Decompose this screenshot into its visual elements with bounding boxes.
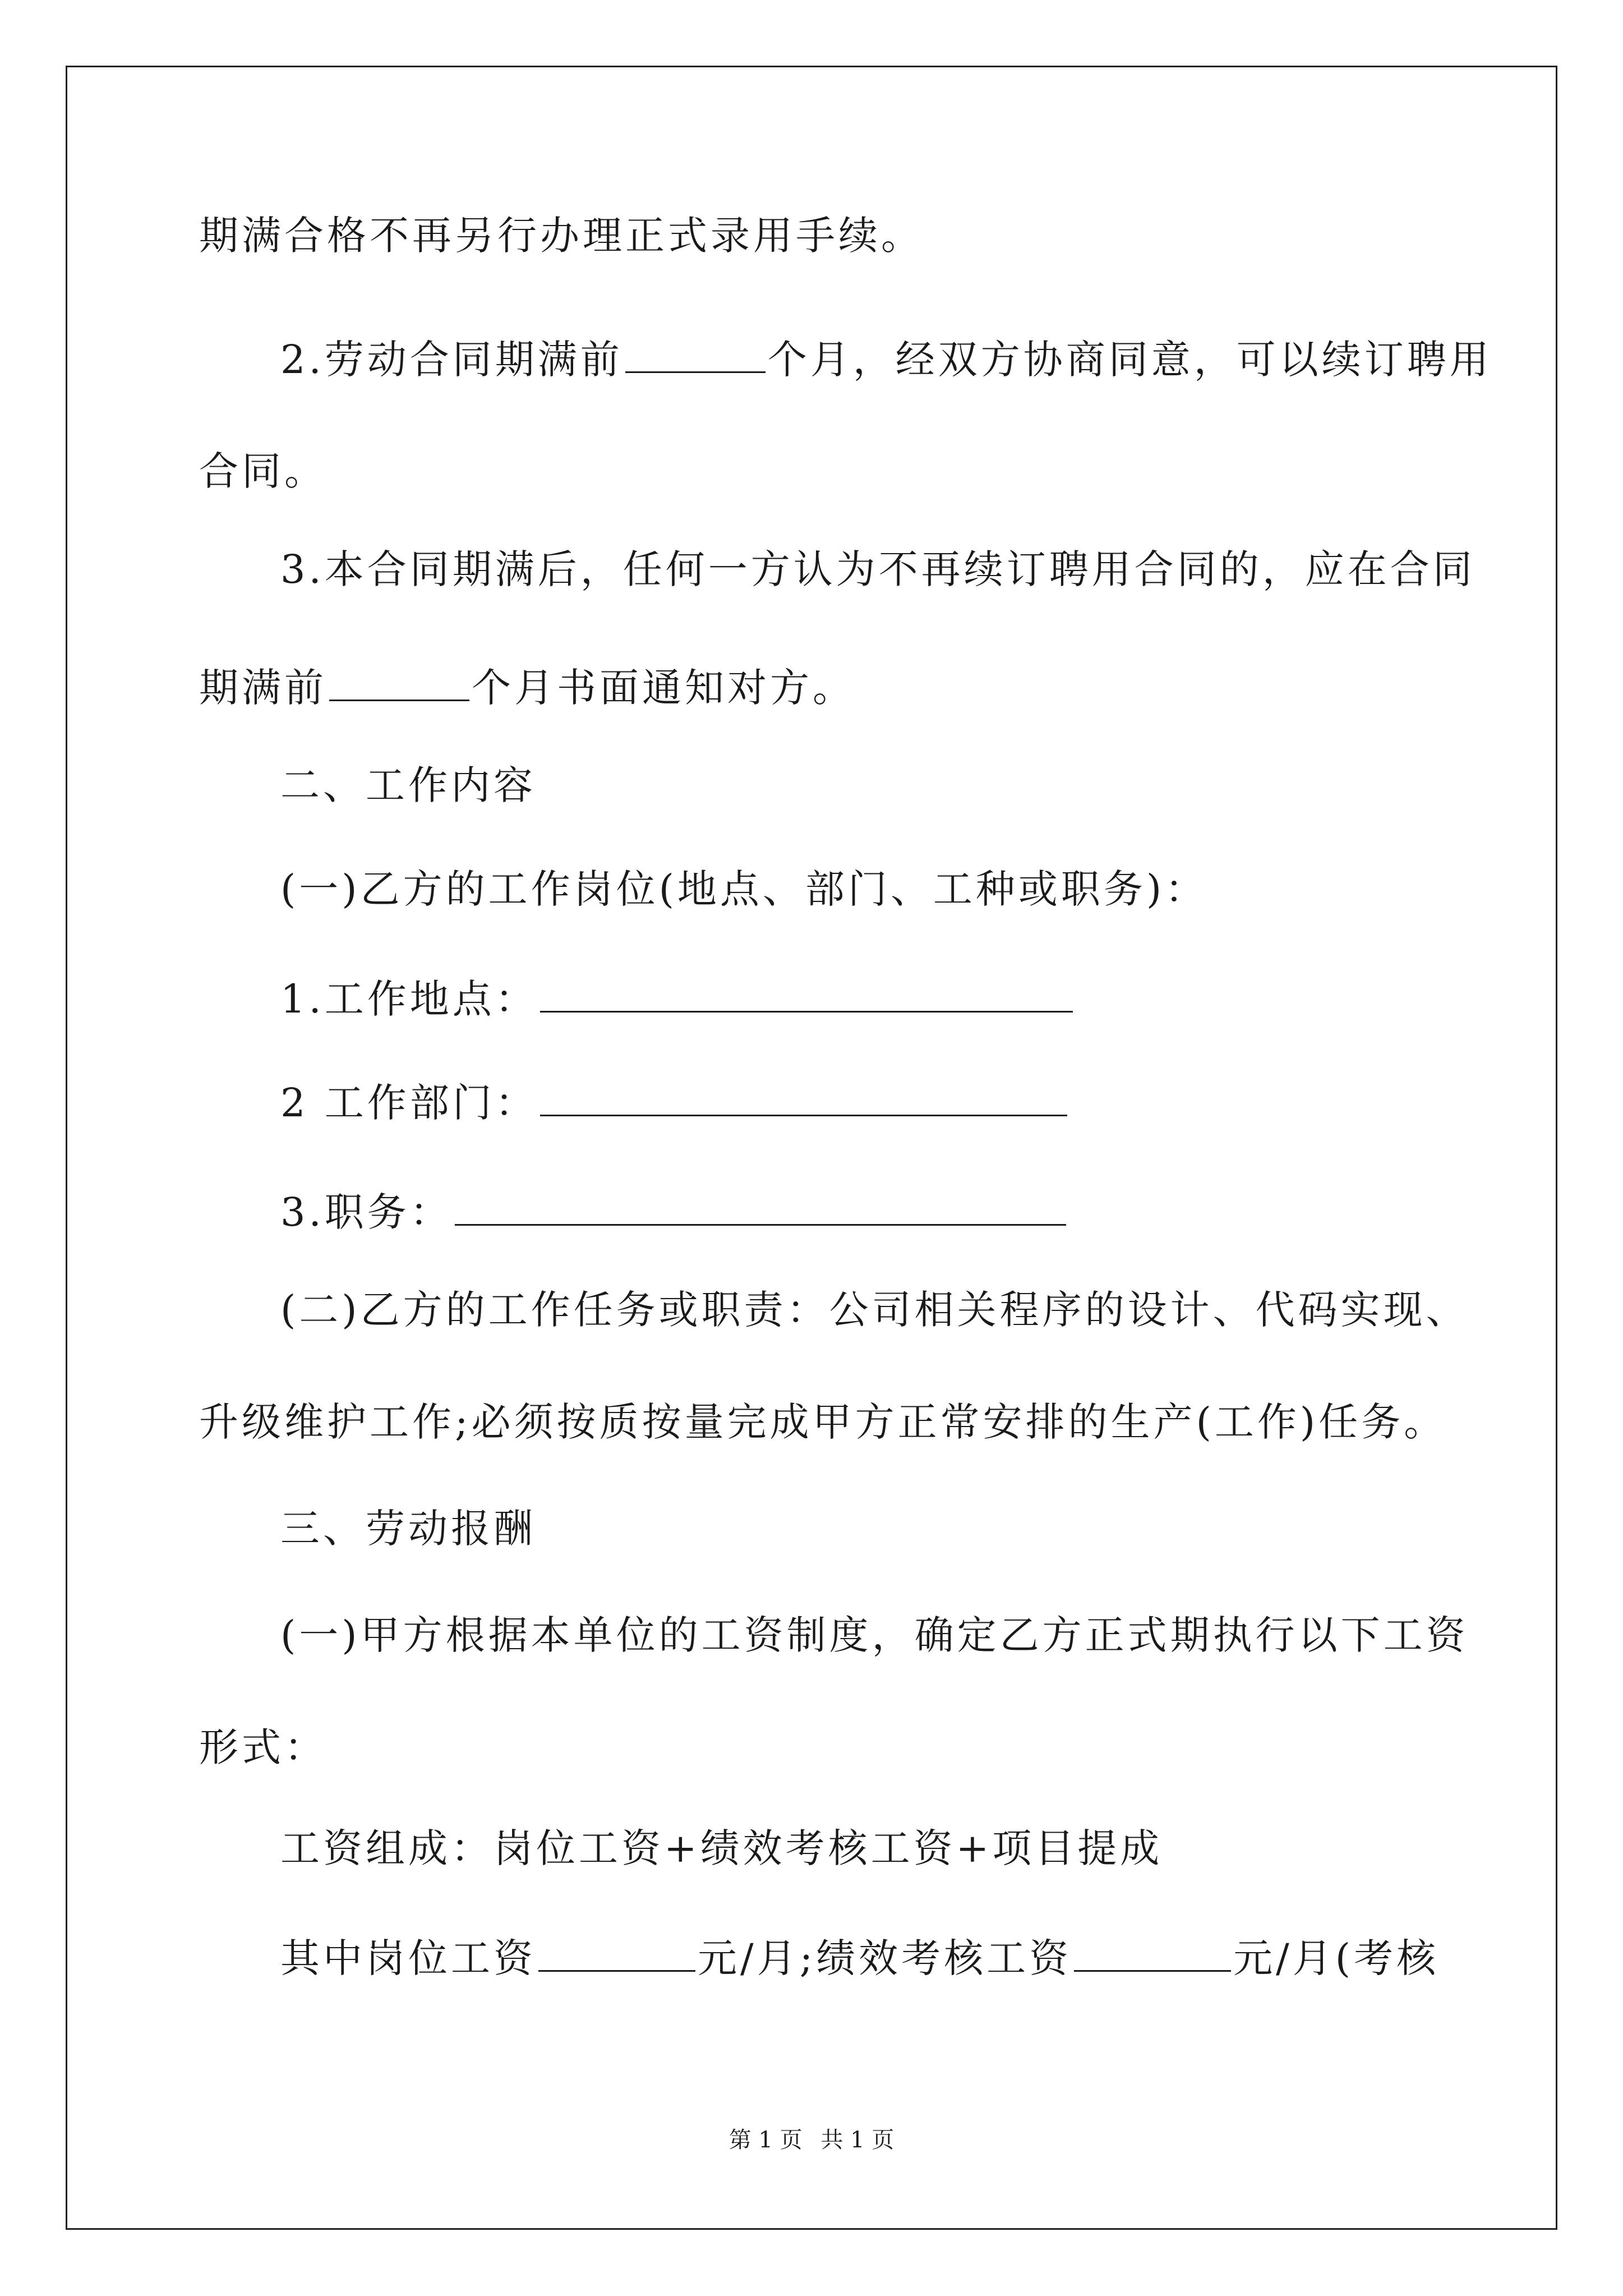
text-line-2a: 2.劳动合同期满前: [280, 337, 623, 383]
text-line: [280, 1287, 1469, 1333]
text-line: [280, 337, 1492, 383]
text-line: [280, 546, 1476, 592]
page-total: 共 1 页: [820, 2127, 895, 2153]
page-frame: [66, 66, 1557, 2230]
text-line-5b: 个月书面通知对方。: [472, 665, 855, 711]
position-blank: [455, 1189, 1066, 1226]
text-line: [199, 213, 924, 259]
page-footer: [0, 2129, 1623, 2151]
text-line: [280, 1080, 1069, 1126]
performance-salary-blank: [1074, 1935, 1231, 1972]
text-line-17c: 元/月(考核: [1233, 1935, 1440, 1981]
text-line: [280, 866, 1208, 912]
text-line-16: 工资组成：岗位工资+绩效考核工资+项目提成: [280, 1825, 1163, 1871]
text-line: [199, 448, 327, 494]
work-department-label: 2 工作部门：: [280, 1080, 538, 1126]
work-location-blank: [540, 976, 1073, 1013]
fill-blank: [625, 337, 766, 373]
text-line: [199, 1399, 1447, 1445]
section-heading-2: 二、工作内容: [280, 762, 536, 808]
post-salary-blank: [538, 1935, 695, 1972]
work-location-label: 1.工作地点：: [280, 976, 538, 1022]
section-heading: [280, 762, 536, 808]
position-label: 3.职务：: [280, 1189, 453, 1235]
text-line-14: (一)甲方根据本单位的工资制度，确定乙方正式期执行以下工资: [280, 1612, 1469, 1658]
text-line: [280, 1189, 1068, 1235]
text-line: [280, 1935, 1440, 1981]
text-line-3: 合同。: [199, 448, 327, 494]
fill-blank: [329, 665, 469, 701]
work-department-blank: [540, 1080, 1067, 1116]
text-line: [199, 1724, 327, 1770]
section-heading-3: 三、劳动报酬: [280, 1506, 536, 1552]
text-line-12: 升级维护工作;必须按质按量完成甲方正常安排的生产(工作)任务。: [199, 1399, 1447, 1445]
section-heading: [280, 1506, 536, 1552]
text-line-1: 期满合格不再另行办理正式录用手续。: [199, 213, 924, 259]
text-line-2b: 个月，经双方协商同意，可以续订聘用: [767, 337, 1492, 383]
page-number: 第 1 页: [728, 2127, 803, 2153]
text-line-15: 形式：: [199, 1724, 327, 1770]
text-line-7: (一)乙方的工作岗位(地点、部门、工种或职务)：: [280, 866, 1208, 912]
text-line-4: 3.本合同期满后，任何一方认为不再续订聘用合同的，应在合同: [280, 546, 1476, 592]
text-line: [280, 976, 1075, 1022]
text-line: [199, 665, 855, 711]
text-line: [280, 1612, 1469, 1658]
text-line-11: (二)乙方的工作任务或职责：公司相关程序的设计、代码实现、: [280, 1287, 1469, 1333]
text-line-5a: 期满前: [199, 665, 327, 711]
text-line-17b: 元/月;绩效考核工资: [698, 1935, 1072, 1981]
text-line: [280, 1825, 1163, 1871]
text-line-17a: 其中岗位工资: [280, 1935, 536, 1981]
